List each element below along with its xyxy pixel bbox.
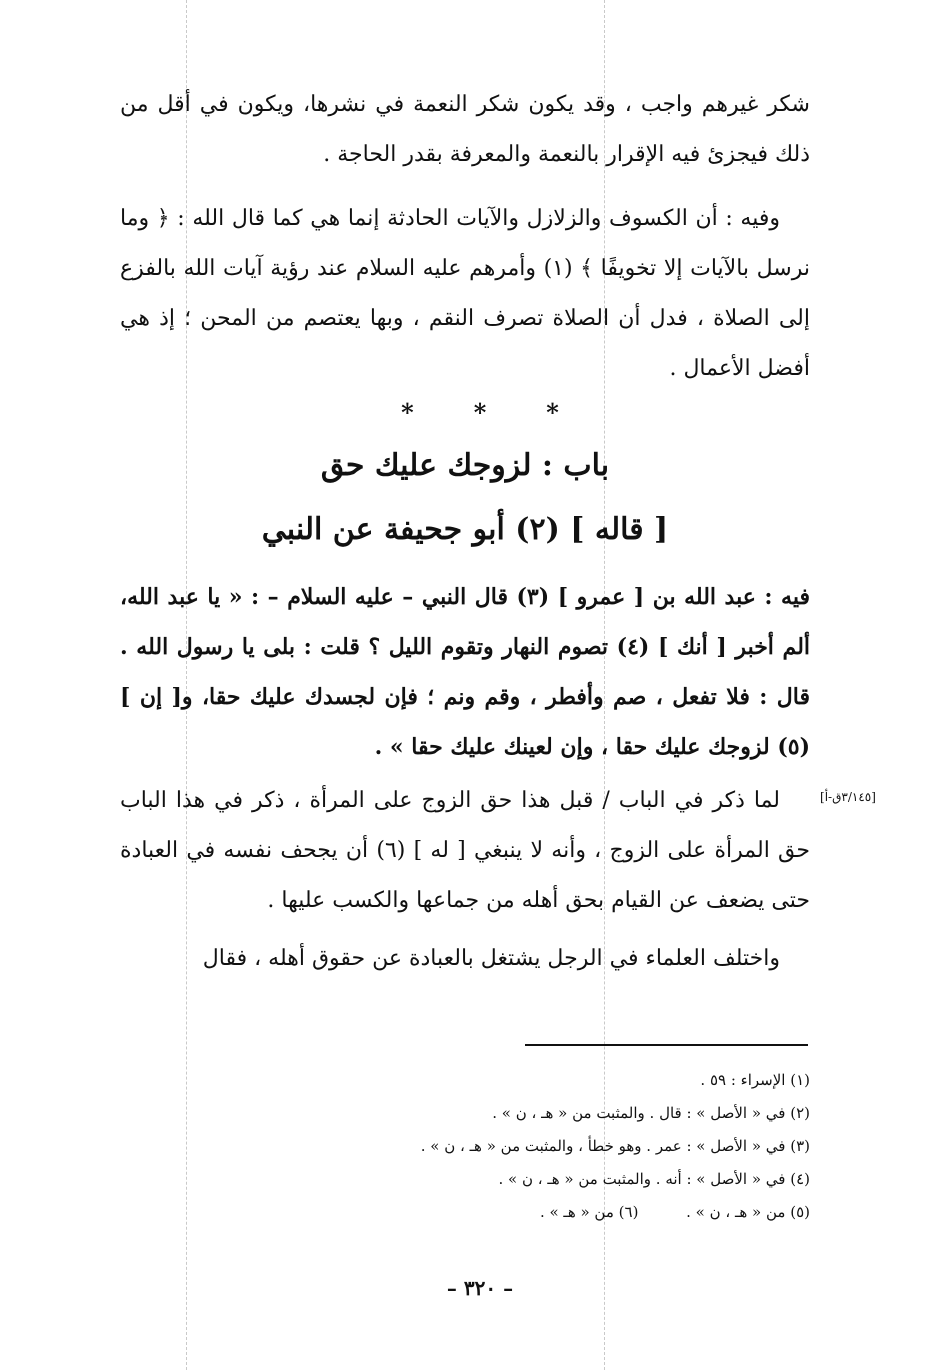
chapter-title: باب : لزوجك عليك حق <box>320 448 610 483</box>
footnote-3: (٣) في « الأصل » : عمر . وهو خطأ ، والمثبت من « هـ ، ن » . <box>420 1137 810 1155</box>
divider-star: * <box>546 398 559 427</box>
page-number: – ٣٢٠ – <box>446 1276 514 1300</box>
footnote-5-6: (٥) من « هـ ، ن » . (٦) من « هـ » . <box>539 1203 810 1221</box>
divider-star: * <box>401 398 414 427</box>
footnote-4: (٤) في « الأصل » : أنه . والمثبت من « هـ ، ن » . <box>498 1170 810 1188</box>
hadith-text: فيه : عبد الله بن [ عمرو ] (٣) قال النبي – عليه السلام – : « يا عبد الله، ألم أخبر [ أنك ] (٤) تصوم النهار وتقوم الليل ؟ قلت : بلى يا رسول الله . قال : فلا تفعل ، صم وأفطر ، وقم ونم ؛ فإن لجسدك عليك حقا، و[ إن ] (٥) لزوجك عليك حقا ، وإن لعينك عليك حقا » . <box>120 584 811 760</box>
divider-star: * <box>473 398 487 427</box>
intro-text <box>120 80 810 394</box>
paragraph-2: وفيه : أن الكسوف والزلازل والآيات الحادثة إنما هي كما قال الله : ﴿ وما نرسل بالآيات إلا تخويفًا ﴾ (١) وأمرهم عليه السلام عند رؤية آيات الله بالفزع إلى الصلاة ، فدل أن الصلاة تصرف النقم ، وبها يعتصم من المحن ؛ إذ هي أفضل الأعمال . <box>120 206 810 381</box>
chapter-subtitle: [ قاله ] (٢) أبو جحيفة عن النبي <box>261 512 669 547</box>
footnote-2: (٢) في « الأصل » : قال . والمثبت من « هـ ، ن » . <box>492 1104 810 1122</box>
section-divider <box>300 398 660 427</box>
paragraph-3: لما ذكر في الباب / قبل هذا حق الزوج على المرأة ، ذكر في هذا الباب حق المرأة على الزوج ، وأنه لا ينبغي [ له ] (٦) أن يجحف نفسه في العبادة حتى يضعف عن القيام بحق أهله من جماعها والكسب عليها . <box>120 788 810 913</box>
manuscript-folio-reference: [٣/١٤٥ق-أ] <box>820 790 876 804</box>
commentary-block <box>120 776 810 984</box>
footnote-separator <box>525 1044 808 1046</box>
paragraph-4: واختلف العلماء في الرجل يشتغل بالعبادة عن حقوق أهله ، فقال <box>202 946 780 971</box>
hadith-block <box>120 572 810 772</box>
footnotes <box>230 1064 810 1229</box>
paragraph-1: شكر غيرهم واجب ، وقد يكون شكر النعمة في نشرها، ويكون في أقل من ذلك فيجزئ فيه الإقرار بالنعمة والمعرفة بقدر الحاجة . <box>120 92 810 167</box>
footnote-1: (١) الإسراء : ٥٩ . <box>700 1071 810 1089</box>
